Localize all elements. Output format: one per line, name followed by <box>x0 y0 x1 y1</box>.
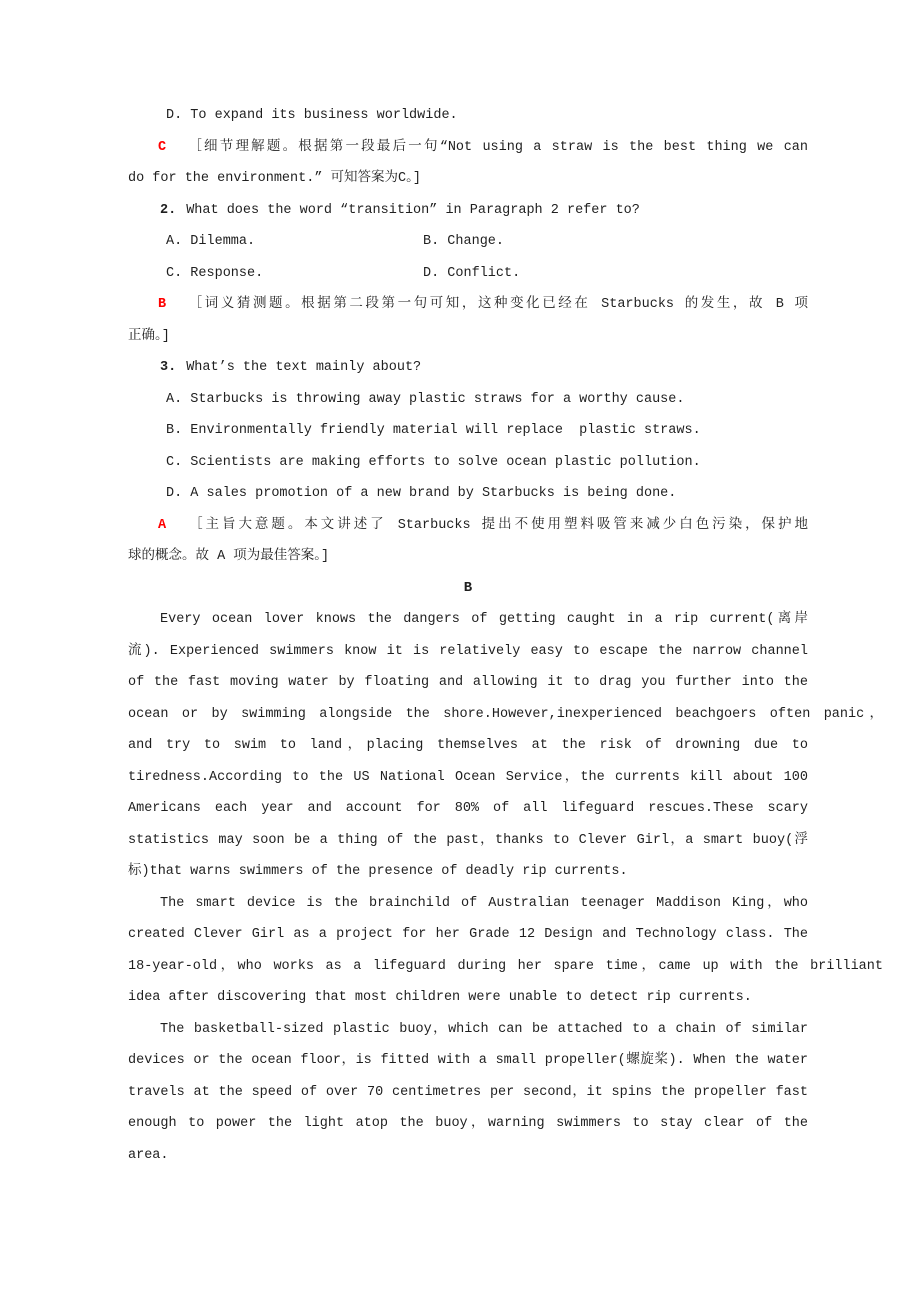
answer-key-letter: B <box>158 297 167 312</box>
answer-option-line: B. Environmentally friendly material will replace plastic straws. <box>166 423 701 438</box>
question-number: 3. <box>160 360 177 375</box>
passage-line: idea after discovering that most children were unable to detect rip currents. <box>128 990 752 1005</box>
passage-line: 标)that warns swimmers of the presence of deadly rip currents. <box>128 864 628 879</box>
passage-line: devices or the ocean floor，is fitted with a small propeller(螺旋桨). When the water <box>128 1053 808 1068</box>
question-text: What’s the text mainly about? <box>186 360 422 375</box>
passage-line: area. <box>128 1147 169 1163</box>
question-text: What does the word “transition” in Paragraph 2 refer to? <box>186 202 640 218</box>
option-cell: C. Response. <box>166 265 264 281</box>
answer-key-letter: C <box>158 139 167 155</box>
question-line <box>128 195 808 227</box>
explanation-text: ［细节理解题。根据第一段最后一句“Not using a straw is the best thing we can <box>186 139 808 155</box>
passage-line: 18-year-old，who works as a lifeguard during her spare time，came up with the brilliant <box>128 958 883 974</box>
answer-option-line: D. A sales promotion of a new brand by Starbucks is being done. <box>166 486 677 501</box>
passage-line: ocean or by swimming alongside the shore.However,inexperienced beachgoers often panic， <box>128 706 883 722</box>
answer-option-line: C. Scientists are making efforts to solve ocean plastic pollution. <box>166 454 701 470</box>
passage-line: Americans each year and account for 80% of all lifeguard rescues.These scary <box>128 801 808 816</box>
answer-explanation-line <box>128 289 808 321</box>
question-number: 2. <box>160 202 177 218</box>
passage-line: Every ocean lover knows the dangers of getting caught in a rip current(离岸 <box>160 612 808 627</box>
explanation-continuation-line: 球的概念。故 A 项为最佳答案。] <box>128 549 330 564</box>
passage-line: The basketball-sized plastic buoy，which can be attached to a chain of similar <box>160 1021 808 1037</box>
option-cell: B. Change. <box>423 234 505 249</box>
answer-key-letter: A <box>158 517 167 533</box>
answer-explanation-line <box>128 132 808 164</box>
section-heading: B <box>463 579 473 596</box>
passage-line: of the fast moving water by floating and allowing it to drag you further into the <box>128 675 808 690</box>
explanation-continuation-line: do for the environment.” 可知答案为C。] <box>128 171 421 186</box>
passage-line: and try to swim to land，placing themselves at the risk of drowning due to <box>128 738 808 753</box>
passage-line: travels at the speed of over 70 centimetres per second，it spins the propeller fast <box>128 1084 808 1100</box>
passage-line: The smart device is the brainchild of Australian teenager Maddison King，who <box>160 895 808 911</box>
passage-line: tiredness.According to the US National Ocean Service，the currents kill about 100 <box>128 769 808 785</box>
answer-explanation-line <box>128 510 808 542</box>
answer-option-row <box>128 258 808 290</box>
question-line <box>128 352 808 384</box>
explanation-text: ［主旨大意题。本文讲述了 Starbucks 提出不使用塑料吸管来减少白色污染，保护地 <box>186 517 808 533</box>
explanation-text: ［词义猜测题。根据第二段第一句可知，这种变化已经在 Starbucks 的发生，故 B 项 <box>186 297 808 312</box>
passage-line: statistics may soon be a thing of the past，thanks to Clever Girl，a smart buoy(浮 <box>128 832 808 848</box>
option-cell: D. Conflict. <box>423 265 521 281</box>
answer-option-line: D. To expand its business worldwide. <box>166 108 458 123</box>
explanation-continuation-line: 正确。] <box>128 328 170 344</box>
passage-line: 流). Experienced swimmers know it is relatively easy to escape the narrow channel <box>128 643 808 659</box>
option-cell: A. Dilemma. <box>166 234 256 249</box>
answer-option-line: A. Starbucks is throwing away plastic straws for a worthy cause. <box>166 391 685 407</box>
passage-line: created Clever Girl as a project for her Grade 12 Design and Technology class. The <box>128 927 808 942</box>
answer-option-row <box>128 226 808 258</box>
passage-line: enough to power the light atop the buoy，warning swimmers to stay clear of the <box>128 1116 808 1131</box>
